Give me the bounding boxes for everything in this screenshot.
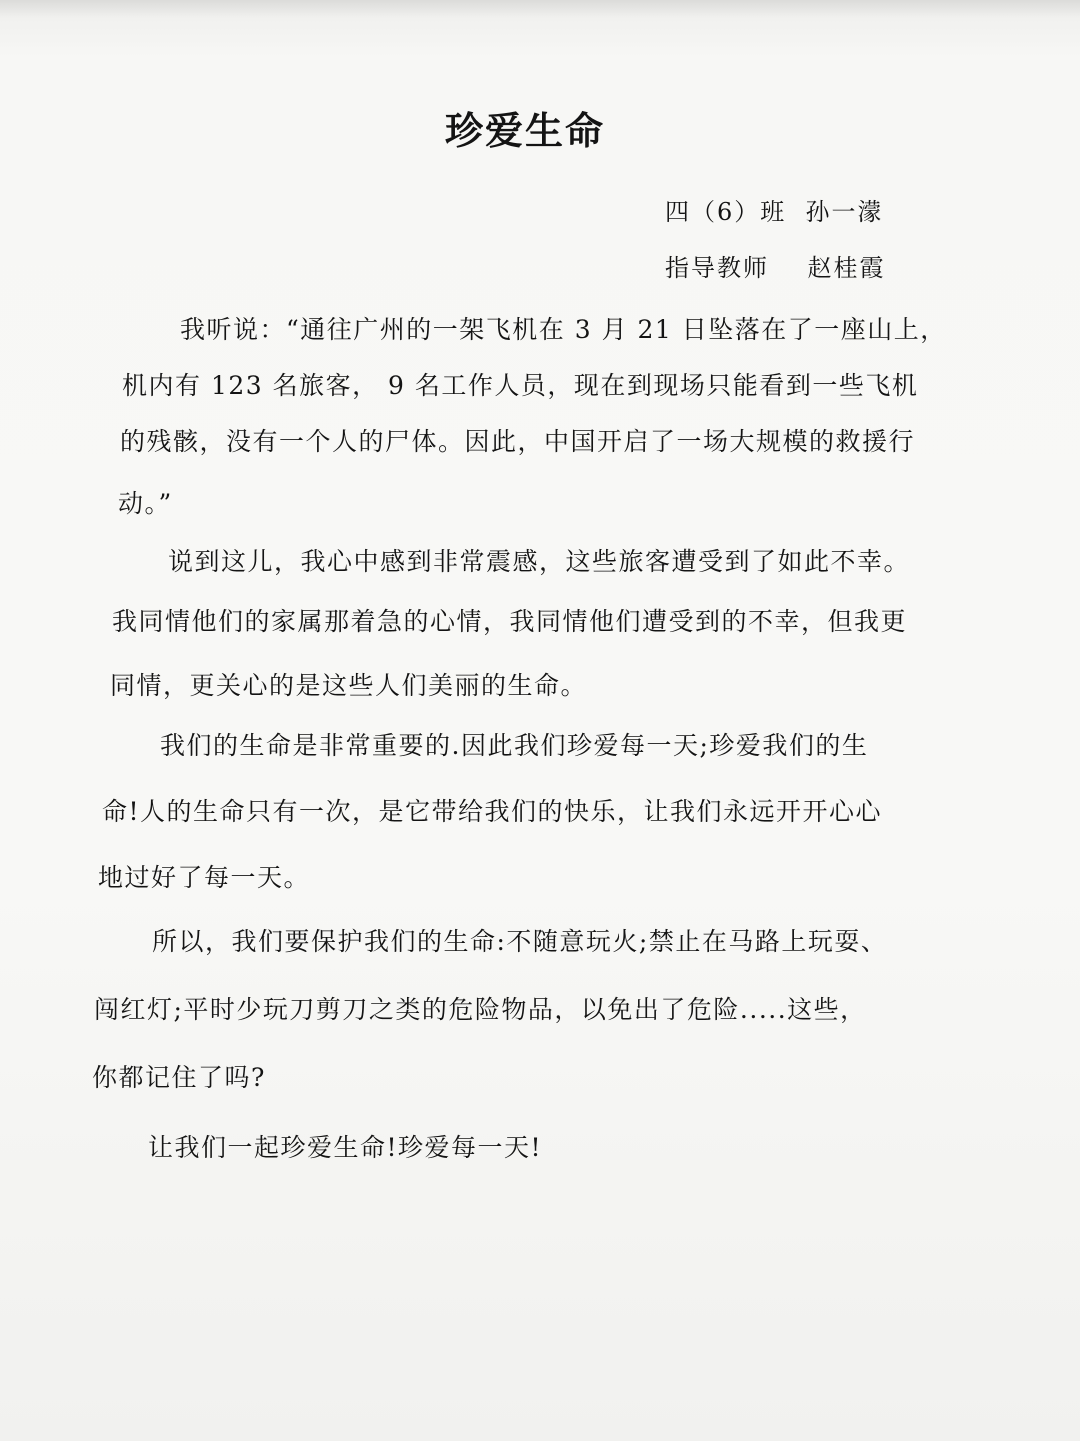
paragraph-line: 说到这儿，我心中感到非常震感，这些旅客遭受到了如此不幸。 <box>168 547 911 576</box>
paragraph-line: 动。” <box>118 489 173 518</box>
paragraph-line: 同情，更关心的是这些人们美丽的生命。 <box>110 671 588 700</box>
paragraph-line: 地过好了每一天。 <box>98 863 311 892</box>
teacher-line: 指导教师 赵桂霞 <box>665 254 886 282</box>
paragraph-line: 机内有 123 名旅客， 9 名工作人员，现在到现场只能看到一些飞机 <box>122 371 919 400</box>
paragraph-line: 所以，我们要保护我们的生命:不随意玩火;禁止在马路上玩耍、 <box>152 927 888 956</box>
paragraph-line: 命!人的生命只有一次，是它带给我们的快乐，让我们永远开开心心 <box>102 797 883 826</box>
paragraph-line: 我听说：“通往广州的一架飞机在 3 月 21 日坠落在了一座山上， <box>180 315 947 344</box>
document-title: 珍爱生命 <box>444 109 605 153</box>
paragraph-line: 你都记住了吗? <box>92 1063 266 1092</box>
paragraph-line: 让我们一起珍爱生命!珍爱每一天! <box>148 1133 543 1162</box>
paragraph-line: 我们的生命是非常重要的.因此我们珍爱每一天;珍爱我们的生 <box>160 731 869 760</box>
paragraph-line: 闯红灯;平时少玩刀剪刀之类的危险物品，以免出了危险.....这些， <box>94 995 867 1024</box>
author-line: 四（6）班 孙一濛 <box>665 198 884 226</box>
paragraph-line: 我同情他们的家属那着急的心情，我同情他们遭受到的不幸，但我更 <box>112 607 908 636</box>
paragraph-line: 的残骸，没有一个人的尸体。因此，中国开启了一场大规模的救援行 <box>120 427 916 456</box>
scan-shadow <box>0 0 1080 18</box>
